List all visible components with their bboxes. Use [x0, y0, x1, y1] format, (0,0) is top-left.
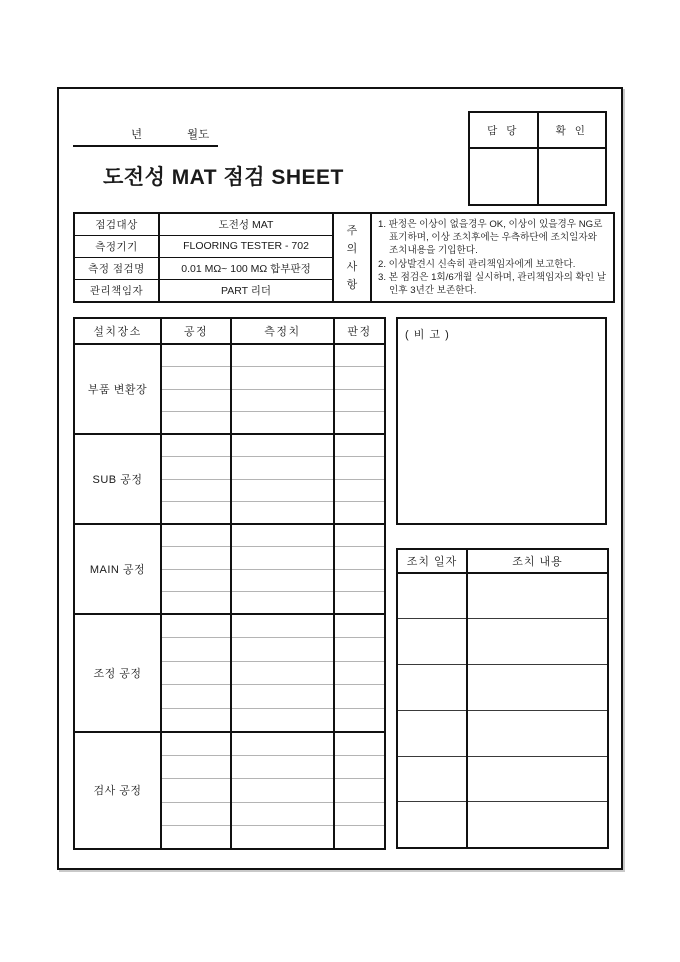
remark-box[interactable] [396, 317, 607, 525]
judgement-cell[interactable] [334, 569, 385, 592]
info-label-owner: 관리책임자 [74, 280, 159, 302]
location-cell: 조정 공정 [74, 614, 161, 732]
date-underline [73, 145, 218, 147]
process-cell[interactable] [161, 344, 231, 367]
info-value-owner: PART 리더 [159, 280, 333, 302]
judgement-cell[interactable] [334, 708, 385, 732]
process-cell[interactable] [161, 412, 231, 435]
process-cell[interactable] [161, 661, 231, 685]
measurement-cell[interactable] [231, 547, 334, 570]
judgement-cell[interactable] [334, 755, 385, 779]
process-cell[interactable] [161, 457, 231, 480]
measurement-table [73, 317, 386, 850]
measurement-row [74, 434, 385, 457]
judgement-cell[interactable] [334, 502, 385, 525]
judgement-cell[interactable] [334, 661, 385, 685]
process-cell[interactable] [161, 569, 231, 592]
process-cell[interactable] [161, 502, 231, 525]
main-table-body [74, 344, 385, 849]
location-cell: SUB 공정 [74, 434, 161, 524]
measurement-cell[interactable] [231, 457, 334, 480]
process-cell[interactable] [161, 755, 231, 779]
year-label: 년 [131, 129, 143, 141]
signoff-header-confirm: 확 인 [538, 112, 607, 148]
action-date-cell[interactable] [397, 619, 467, 665]
measurement-row [74, 344, 385, 367]
location-cell: MAIN 공정 [74, 524, 161, 614]
info-row [74, 213, 614, 235]
judgement-cell[interactable] [334, 547, 385, 570]
info-value-target: 도전성 MAT [159, 213, 333, 235]
measurement-cell[interactable] [231, 502, 334, 525]
location-cell: 부품 변환장 [74, 344, 161, 434]
process-cell[interactable] [161, 592, 231, 615]
action-header-row [397, 549, 608, 573]
col-header-process: 공정 [161, 318, 231, 344]
process-cell[interactable] [161, 708, 231, 732]
action-row [397, 756, 608, 802]
measurement-cell[interactable] [231, 524, 334, 547]
signoff-table [468, 111, 607, 206]
measurement-cell[interactable] [231, 569, 334, 592]
action-desc-cell[interactable] [467, 802, 608, 848]
action-date-cell[interactable] [397, 710, 467, 756]
signoff-header-row [469, 112, 606, 148]
notice-vertical-label: 주의사항 [333, 213, 371, 302]
info-table [73, 212, 615, 303]
process-cell[interactable] [161, 367, 231, 390]
process-cell[interactable] [161, 614, 231, 638]
col-header-action-desc: 조치 내용 [467, 549, 608, 573]
page-title: 도전성 MAT 점검 SHEET [103, 166, 344, 189]
col-header-measurement: 측정치 [231, 318, 334, 344]
measurement-cell[interactable] [231, 638, 334, 662]
notice-item: 2. 이상발견시 신속히 관리책임자에게 보고한다. [378, 258, 576, 270]
info-value-criteria: 0.01 MΩ~ 100 MΩ 합부판정 [159, 258, 333, 280]
info-label-criteria: 측정 점검명 [74, 258, 159, 280]
date-area [73, 124, 218, 146]
judgement-cell[interactable] [334, 826, 385, 850]
process-cell[interactable] [161, 479, 231, 502]
notice-item: 3. 본 점검은 1회/6개월 실시하며, 관리책임자의 확인 날인후 3년간 보존한다. [378, 271, 607, 297]
judgement-cell[interactable] [334, 614, 385, 638]
judgement-cell[interactable] [334, 344, 385, 367]
process-cell[interactable] [161, 779, 231, 803]
judgement-cell[interactable] [334, 479, 385, 502]
action-desc-cell[interactable] [467, 665, 608, 711]
judgement-cell[interactable] [334, 685, 385, 709]
judgement-cell[interactable] [334, 367, 385, 390]
measurement-cell[interactable] [231, 412, 334, 435]
judgement-cell[interactable] [334, 592, 385, 615]
process-cell[interactable] [161, 389, 231, 412]
action-row [397, 665, 608, 711]
measurement-cell[interactable] [231, 732, 334, 756]
measurement-cell[interactable] [231, 389, 334, 412]
measurement-cell[interactable] [231, 779, 334, 803]
process-cell[interactable] [161, 685, 231, 709]
signoff-header-manager: 담 당 [469, 112, 538, 148]
process-cell[interactable] [161, 524, 231, 547]
action-desc-cell[interactable] [467, 710, 608, 756]
action-desc-cell[interactable] [467, 573, 608, 619]
measurement-row [74, 524, 385, 547]
measurement-cell[interactable] [231, 826, 334, 850]
col-header-location: 설치장소 [74, 318, 161, 344]
action-desc-cell[interactable] [467, 756, 608, 802]
remark-label: ( 비 고 ) [405, 329, 450, 341]
measurement-cell[interactable] [231, 592, 334, 615]
process-cell[interactable] [161, 547, 231, 570]
measurement-cell[interactable] [231, 685, 334, 709]
judgement-cell[interactable] [334, 638, 385, 662]
judgement-cell[interactable] [334, 779, 385, 803]
action-desc-cell[interactable] [467, 619, 608, 665]
action-date-cell[interactable] [397, 665, 467, 711]
action-date-cell[interactable] [397, 756, 467, 802]
measurement-cell[interactable] [231, 367, 334, 390]
action-table [396, 548, 609, 849]
judgement-cell[interactable] [334, 389, 385, 412]
col-header-action-date: 조치 일자 [397, 549, 467, 573]
measurement-cell[interactable] [231, 614, 334, 638]
action-row [397, 573, 608, 619]
notice-text [371, 213, 614, 302]
info-label-target: 점검대상 [74, 213, 159, 235]
measurement-header-row [74, 318, 385, 344]
process-cell[interactable] [161, 826, 231, 850]
action-row [397, 802, 608, 848]
measurement-row [74, 732, 385, 756]
action-row [397, 619, 608, 665]
measurement-cell[interactable] [231, 344, 334, 367]
month-label: 월도 [187, 129, 210, 141]
process-cell[interactable] [161, 732, 231, 756]
process-cell[interactable] [161, 638, 231, 662]
judgement-cell[interactable] [334, 412, 385, 435]
notice-item: 1. 판정은 이상이 없을경우 OK, 이상이 있을경우 NG로 표기하며, 이상 조치후에는 우측하단에 조치일자와 조치내용을 기입한다. [378, 219, 603, 257]
judgement-cell[interactable] [334, 802, 385, 826]
measurement-row [74, 614, 385, 638]
signoff-cell-confirm[interactable] [538, 148, 607, 205]
measurement-cell[interactable] [231, 708, 334, 732]
action-row [397, 710, 608, 756]
process-cell[interactable] [161, 434, 231, 457]
action-date-cell[interactable] [397, 802, 467, 848]
measurement-cell[interactable] [231, 434, 334, 457]
location-cell: 검사 공정 [74, 732, 161, 850]
info-value-device: FLOORING TESTER - 702 [159, 235, 333, 257]
signoff-signature-row [469, 148, 606, 205]
measurement-cell[interactable] [231, 755, 334, 779]
action-date-cell[interactable] [397, 573, 467, 619]
signoff-cell-manager[interactable] [469, 148, 538, 205]
measurement-cell[interactable] [231, 802, 334, 826]
process-cell[interactable] [161, 802, 231, 826]
judgement-cell[interactable] [334, 732, 385, 756]
info-label-device: 측정기기 [74, 235, 159, 257]
col-header-judgement: 판정 [334, 318, 385, 344]
measurement-cell[interactable] [231, 479, 334, 502]
action-table-body [397, 573, 608, 848]
measurement-cell[interactable] [231, 661, 334, 685]
judgement-cell[interactable] [334, 457, 385, 480]
judgement-cell[interactable] [334, 434, 385, 457]
judgement-cell[interactable] [334, 524, 385, 547]
